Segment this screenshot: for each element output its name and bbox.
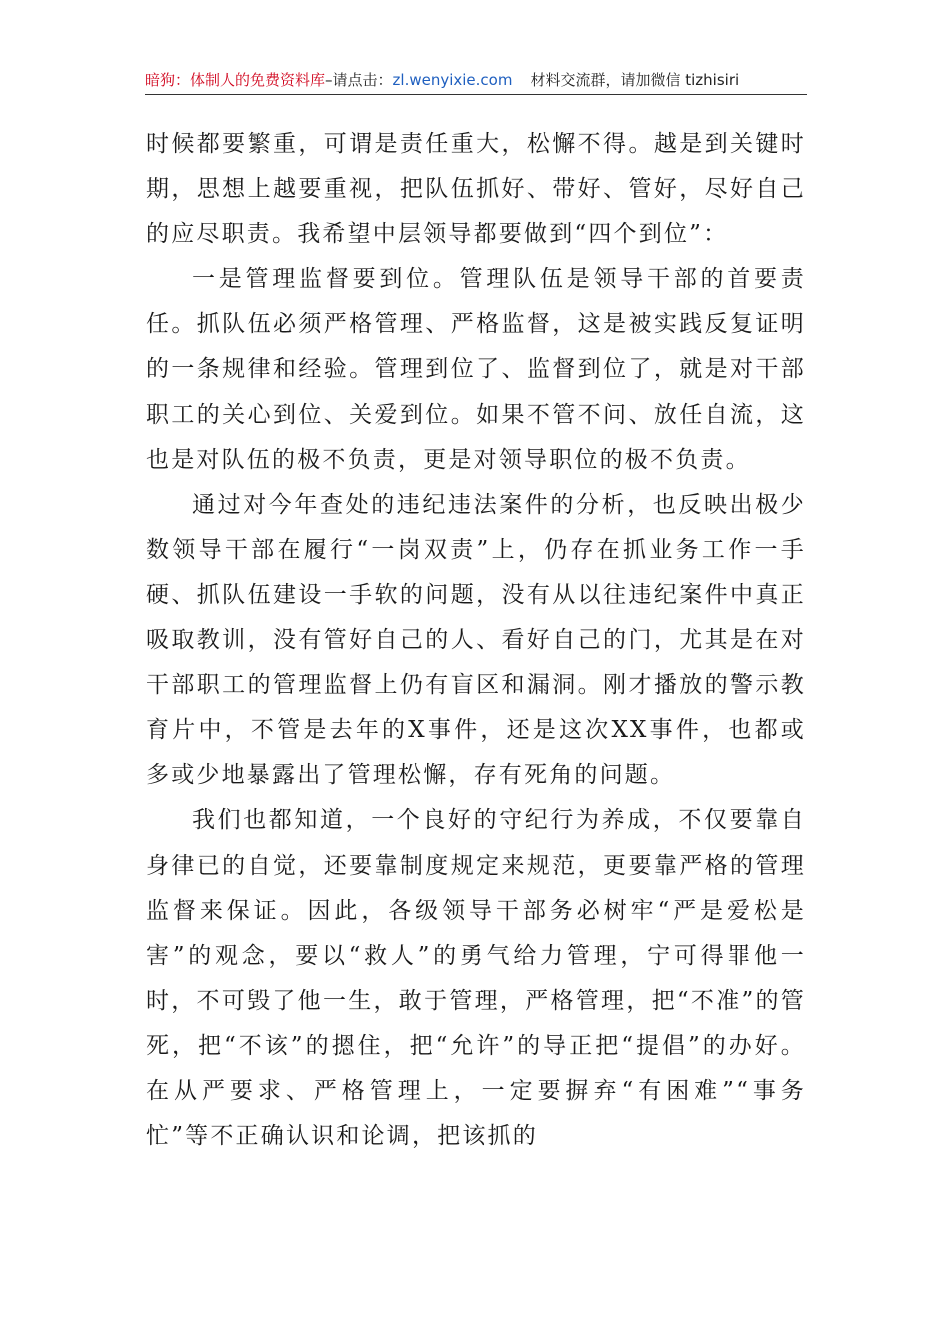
paragraph-4: 我们也都知道，一个良好的守纪行为养成，不仅要靠自身律已的自觉，还要靠制度规定来规范，更要靠严格的管理监督来保证。因此，各级领导干部务必树牢“严是爱松是害”的观念，要以“救人”的勇气给力管理，宁可得罪他一时，不可毁了他一生，敢于管理，严格管理，把“不准”的管死，把“不该”的摁住，把“允许”的导正把“提倡”的办好。在从严要求、严格管理上，一定要摒弃“有困难”“事务忙”等不正确认识和论调，把该抓的 [146, 807, 806, 1150]
header-wechat-note: 材料交流群，请加微信 tizhisiri [530, 71, 740, 89]
paragraph-2: 一是管理监督要到位。管理队伍是领导干部的首要责任。抓队伍必须严格管理、严格监督，这是被实践反复证明的一条规律和经验。管理到位了、监督到位了，就是对干部职工的关心到位、关爱到位。如果不管不问、放任自流，这也是对队伍的极不负责，更是对领导职位的极不负责。 [146, 266, 806, 473]
page-header [145, 66, 807, 95]
paragraph-3: 通过对今年查处的违纪违法案件的分析，也反映出极少数领导干部在履行“一岗双责”上，仍存在抓业务工作一手硬、抓队伍建设一手软的问题，没有从以往违纪案件中真正吸取教训，没有管好自己的人、看好自己的门，尤其是在对干部职工的管理监督上仍有盲区和漏洞。刚才播放的警示教育片中，不管是去年的X事件，还是这次XX事件，也都或多或少地暴露出了管理松懈，存有死角的问题。 [146, 491, 806, 789]
paragraph-1: 时候都要繁重，可谓是责任重大，松懈不得。越是到关键时期，思想上越要重视，把队伍抓好、带好、管好，尽好自己的应尽职责。我希望中层领导都要做到“四个到位”： [146, 131, 806, 248]
header-site-name: 暗狗：体制人的免费资料库 [145, 71, 326, 89]
document-body [146, 122, 806, 1159]
header-click-prompt: –请点击： [325, 71, 393, 89]
header-link[interactable]: zl.wenyixie.com [392, 71, 513, 89]
